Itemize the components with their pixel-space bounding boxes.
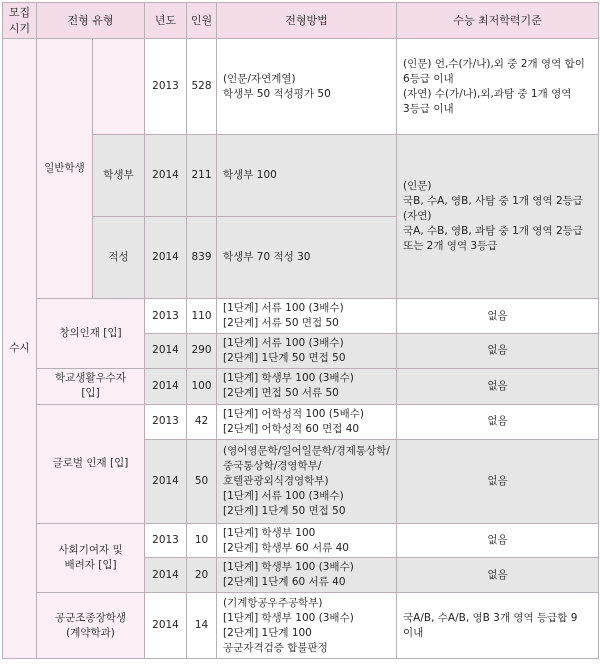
count-cell: 211 (187, 135, 217, 217)
table-row (3, 39, 599, 135)
method-cell: 학생부 100 (217, 135, 397, 217)
count-cell: 14 (187, 593, 217, 659)
requirement-cell: 없음 (397, 368, 599, 404)
method-cell: (영어영문학/일어일문학/경제통상학/중국통상학/경영학부/호텔관광외식경영학부) [1단계] 서류 100 (3배수) [2단계] 1단계 50 면접 50 (217, 439, 397, 523)
year-cell: 2014 (145, 593, 187, 659)
type-general: 일반학생 (37, 39, 93, 299)
method-cell: [1단계] 서류 100 (3배수) [2단계] 1단계 50 면접 50 (217, 334, 397, 369)
type-public: 공군조종장학생 (계약학과) (37, 593, 145, 659)
table-row (3, 135, 599, 217)
table-row (3, 299, 599, 334)
type-global: 글로벌 인재 [입] (37, 404, 145, 523)
header-count: 인원 (187, 3, 217, 39)
subtype-empty (93, 39, 145, 135)
type-social: 사회기여자 및 배려자 [입] (37, 523, 145, 593)
type-school-life: 학교생활우수자 [입] (37, 368, 145, 404)
method-cell: [1단계] 학생부 100 (3배수) [2단계] 면접 50 서류 50 (217, 368, 397, 404)
count-cell: 20 (187, 558, 217, 593)
year-cell: 2014 (145, 135, 187, 217)
count-cell: 839 (187, 217, 217, 299)
method-cell: [1단계] 서류 100 (3배수) [2단계] 서류 50 면접 50 (217, 299, 397, 334)
count-cell: 50 (187, 439, 217, 523)
year-cell: 2014 (145, 368, 187, 404)
count-cell: 290 (187, 334, 217, 369)
method-cell: [1단계] 학생부 100 [2단계] 학생부 60 서류 40 (217, 523, 397, 558)
year-cell: 2014 (145, 334, 187, 369)
year-cell: 2014 (145, 217, 187, 299)
requirement-cell: 국A/B, 수A/B, 영B 3개 영역 등급합 9 이내 (397, 593, 599, 659)
method-cell: [1단계] 학생부 100 (3배수) [2단계] 1단계 60 서류 40 (217, 558, 397, 593)
header-requirement: 수능 최저학력기준 (397, 3, 599, 39)
year-cell: 2014 (145, 439, 187, 523)
header-type: 전형 유형 (37, 3, 145, 39)
method-cell: (인문/자연계열) 학생부 50 적성평가 50 (217, 39, 397, 135)
table-row (3, 593, 599, 659)
table-row (3, 523, 599, 558)
method-cell: (기계항공우주공학부) [1단계] 학생부 100 (3배수) [2단계] 1단계 100 공군자격검증 합불판정 (217, 593, 397, 659)
count-cell: 42 (187, 404, 217, 439)
count-cell: 528 (187, 39, 217, 135)
method-cell: 학생부 70 적성 30 (217, 217, 397, 299)
header-method: 전형방법 (217, 3, 397, 39)
requirement-cell: (인문) 국B, 수A, 영B, 사탐 중 1개 영역 2등급 (자연) 국A, 수B, 영B, 과탐 중 1개 영역 2등급 또는 2개 영역 3등급 (397, 135, 599, 299)
period-cell: 수시 (3, 39, 37, 659)
table-row (3, 368, 599, 404)
subtype-student-record: 학생부 (93, 135, 145, 217)
year-cell: 2014 (145, 558, 187, 593)
requirement-cell: 없음 (397, 404, 599, 439)
requirement-cell: 없음 (397, 299, 599, 334)
requirement-cell: 없음 (397, 523, 599, 558)
method-cell: [1단계] 어학성적 100 (5배수) [2단계] 어학성적 60 면접 40 (217, 404, 397, 439)
table-row (3, 404, 599, 439)
count-cell: 100 (187, 368, 217, 404)
subtype-aptitude: 적성 (93, 217, 145, 299)
requirement-cell: 없음 (397, 334, 599, 369)
year-cell: 2013 (145, 523, 187, 558)
requirement-cell: 없음 (397, 439, 599, 523)
requirement-cell: (인문) 언,수(가/나),외 중 2개 영역 합이 6등급 이내 (자연) 수(가/나),외,과탐 중 1개 영역 3등급 이내 (397, 39, 599, 135)
type-creative: 창의인재 [입] (37, 299, 145, 369)
header-period: 모집 시기 (3, 3, 37, 39)
year-cell: 2013 (145, 299, 187, 334)
count-cell: 110 (187, 299, 217, 334)
year-cell: 2013 (145, 39, 187, 135)
header-row (3, 3, 599, 39)
year-cell: 2013 (145, 404, 187, 439)
header-year: 년도 (145, 3, 187, 39)
requirement-cell: 없음 (397, 558, 599, 593)
admission-table (2, 2, 599, 659)
count-cell: 10 (187, 523, 217, 558)
